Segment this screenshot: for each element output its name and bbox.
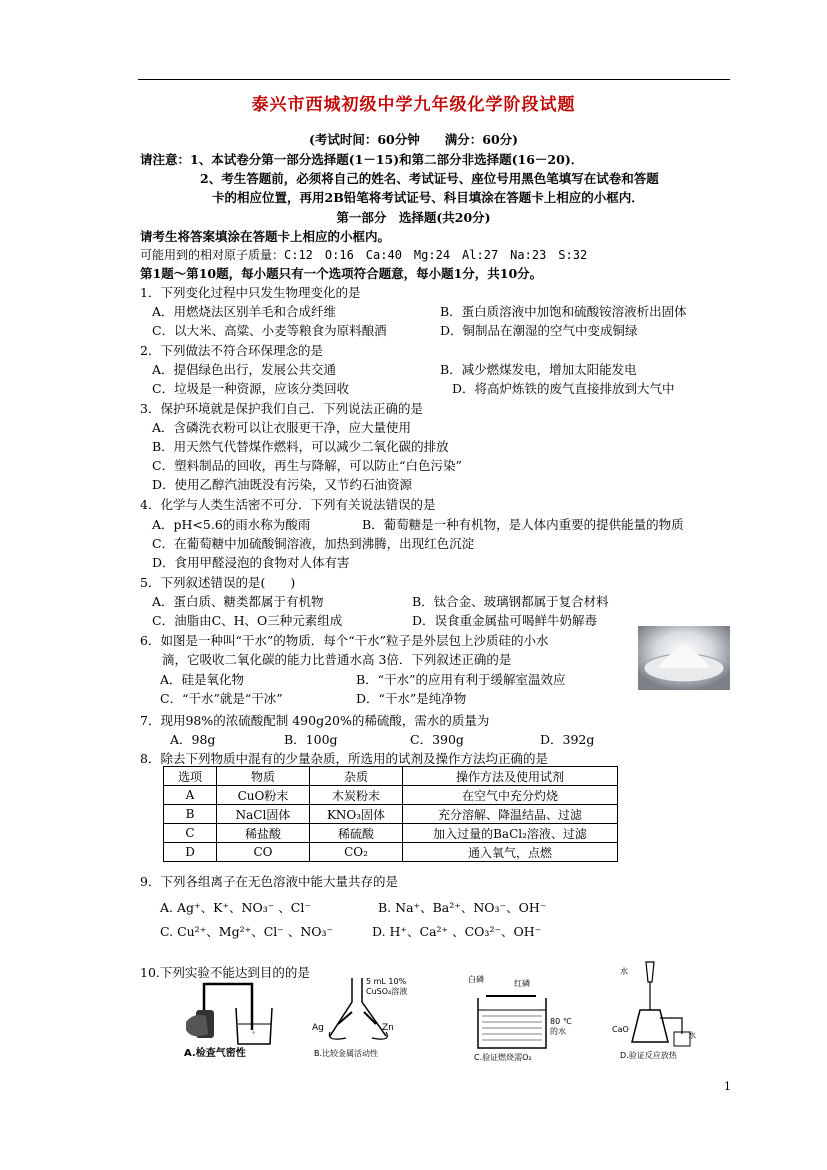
table-header-row: [164, 767, 618, 786]
svg-text:°: °: [252, 1031, 255, 1038]
q6-stem-line2: 滴，它吸收二氧化碳的能力比普通水高 3倍．下列叙述正确的是: [162, 652, 512, 667]
q5-option-d: D．误食重金属盐可喝鲜牛奶解毒: [412, 613, 598, 628]
q6-option-d: D．“干水”是纯净物: [356, 691, 467, 706]
q6-option-b: B．“干水”的应用有利于缓解室温效应: [356, 672, 566, 687]
exam-title: 泰兴市西城初级中学九年级化学阶段试题: [251, 95, 576, 115]
q3-option-b: B．用天然气代替煤作燃料，可以减少二氧化碳的排放: [152, 439, 449, 454]
dry-water-photo: [638, 626, 730, 690]
table-row: [164, 843, 618, 862]
fig-b-ag: Ag: [312, 1023, 324, 1033]
section-note: 第1题～第10题，每小题只有一个选项符合题意，每小题1分，共10分。: [140, 266, 543, 281]
atomic-masses: 可能用到的相对原子质量：C:12 O:16 Ca:40 Mg:24 Al:27 Na:23 S:32: [140, 248, 588, 262]
q1-option-c: C．以大米、高粱、小麦等粮食为原料酿酒: [152, 323, 387, 338]
table-cell: 加入过量的BaCl₂溶液、过滤: [403, 824, 618, 843]
fig-b-zn: Zn: [382, 1023, 394, 1033]
notice-1: 请注意：1、本试卷分第一部分选择题(1－15)和第二部分非选择题(16－20)．: [140, 152, 584, 167]
q3-option-d: D．使用乙醇汽油既没有污染，又节约石油资源: [152, 477, 413, 492]
fig-d-water: 水: [620, 967, 628, 976]
q6-option-c: C．“干水”就是“干冰”: [160, 691, 283, 706]
q8-stem: 8．除去下列物质中混有的少量杂质，所选用的试剂及操作方法均正确的是: [140, 751, 548, 766]
q2-option-b: B．减少燃煤发电，增加太阳能发电: [440, 362, 637, 377]
part1-instruction: 请考生将答案填涂在答题卡上相应的小框内。: [140, 229, 391, 244]
q4-option-a: A．pH<5.6的雨水称为酸雨: [152, 517, 311, 532]
q10-stem: 10.下列实验不能达到目的的是: [140, 965, 310, 980]
q2-option-a: A．提倡绿色出行，发展公共交通: [152, 362, 337, 377]
figure-a-airtightness: [182, 972, 292, 1060]
table-cell: B: [164, 805, 217, 824]
fig-d-cao: CaO: [612, 1025, 629, 1034]
fig-c-label: C.验证燃烧需O₂: [474, 1053, 532, 1062]
table-row: [164, 805, 618, 824]
q5-option-c: C．油脂由C、H、O三种元素组成: [152, 613, 343, 628]
table-cell: A: [164, 786, 217, 805]
q1-option-a: A．用燃烧法区别羊毛和合成纤维: [152, 304, 337, 319]
figure-d-exothermic: [610, 958, 720, 1062]
q7-option-d: D．392g: [540, 732, 595, 747]
table-cell: 木炭粉末: [310, 786, 403, 805]
fig-b-reagent2: CuSO₄溶液: [366, 987, 408, 996]
table-cell: C: [164, 824, 217, 843]
q5-option-a: A．蛋白质、糖类都属于有机物: [152, 594, 324, 609]
fig-b-label: B.比较金属活动性: [314, 1049, 379, 1058]
top-rule: [138, 79, 730, 80]
table-header-cell: 物质: [217, 767, 310, 786]
q9-option-b: B. Na⁺、Ba²⁺、NO₃⁻、OH⁻: [378, 900, 547, 915]
q3-option-c: C．塑料制品的回收，再生与降解，可以防止“白色污染”: [152, 458, 462, 473]
notice-2b: 卡的相应位置，再用2B铅笔将考试证号、科目填涂在答题卡上相应的小框内．: [212, 190, 644, 205]
table-cell: 稀硫酸: [310, 824, 403, 843]
table-cell: 在空气中充分灼烧: [403, 786, 618, 805]
q9-option-a: A. Ag⁺、K⁺、NO₃⁻ 、Cl⁻: [160, 900, 311, 915]
table-cell: 充分溶解、降温结晶、过滤: [403, 805, 618, 824]
q7-option-a: A．98g: [170, 732, 216, 747]
table-cell: D: [164, 843, 217, 862]
table-cell: CO₂: [310, 843, 403, 862]
fig-d-label: D.验证反应放热: [620, 1051, 677, 1060]
figure-b-metal-activity: [306, 972, 426, 1060]
fig-c-water1: 80 ℃: [550, 1017, 572, 1026]
q5-option-b: B．钛合金、玻璃钢都属于复合材料: [412, 594, 609, 609]
q4-stem: 4．化学与人类生活密不可分．下列有关说法错误的是: [140, 497, 436, 512]
q9-option-d: D. H⁺、Ca²⁺ 、CO₃²⁻、OH⁻: [372, 924, 542, 939]
fig-c-water2: 的水: [550, 1027, 566, 1036]
q2-option-c: C．垃圾是一种资源，应该分类回收: [152, 381, 350, 396]
table-cell: KNO₃固体: [310, 805, 403, 824]
fig-a-label: A.检查气密性: [184, 1048, 246, 1059]
fig-d-water2: 水: [688, 1031, 696, 1040]
q2-stem: 2．下列做法不符合环保理念的是: [140, 343, 323, 358]
q8-table: [163, 766, 618, 862]
q1-option-b: B．蛋白质溶液中加饱和硫酸铵溶液析出固体: [440, 304, 687, 319]
q7-stem: 7．现用98%的浓硫酸配制 490g20%的稀硫酸，需水的质量为: [140, 713, 490, 728]
q3-stem: 3．保护环境就是保护我们自己．下列说法正确的是: [140, 401, 423, 416]
fig-c-red: 红磷: [514, 979, 530, 988]
table-header-cell: 操作方法及使用试剂: [403, 767, 618, 786]
q6-option-a: A．硅是氧化物: [160, 672, 245, 687]
table-row: [164, 824, 618, 843]
table-cell: 通入氧气，点燃: [403, 843, 618, 862]
q1-stem: 1．下列变化过程中只发生物理变化的是: [140, 285, 361, 300]
q9-stem: 9．下列各组离子在无色溶液中能大量共存的是: [140, 874, 398, 889]
q3-option-a: A．含磷洗衣粉可以让衣服更干净，应大量使用: [152, 420, 412, 435]
table-row: [164, 786, 618, 805]
notice-2a: 2、考生答题前，必须将自己的姓名、考试证号、座位号用黑色笔填写在试卷和答题: [200, 171, 659, 186]
table-header-cell: 杂质: [310, 767, 403, 786]
fig-b-reagent: 5 mL 10%: [366, 977, 407, 986]
table-cell: 稀盐酸: [217, 824, 310, 843]
q4-option-d: D．食用甲醛浸泡的食物对人体有害: [152, 555, 350, 570]
exam-info: (考试时间：60分钟 满分：60分): [308, 132, 519, 147]
q2-option-d: D．将高炉炼铁的废气直接排放到大气中: [452, 381, 675, 396]
table-header-cell: 选项: [164, 767, 217, 786]
figure-c-combustion: [468, 972, 578, 1064]
q4-option-c: C．在葡萄糖中加硫酸铜溶液，加热到沸腾，出现红色沉淀: [152, 536, 475, 551]
q4-option-b: B．葡萄糖是一种有机物，是人体内重要的提供能量的物质: [362, 517, 684, 532]
q6-stem-line1: 6．如图是一种叫“干水”的物质．每个“干水”粒子是外层包上沙质硅的小水: [140, 633, 549, 648]
q1-option-d: D．铜制品在潮湿的空气中变成铜绿: [440, 323, 638, 338]
q7-option-c: C．390g: [410, 732, 464, 747]
part1-heading: 第一部分 选择题(共20分): [336, 210, 491, 225]
fig-c-white: 白磷: [468, 975, 484, 984]
table-cell: CO: [217, 843, 310, 862]
q9-option-c: C. Cu²⁺、Mg²⁺、Cl⁻ 、NO₃⁻: [160, 924, 334, 939]
table-cell: CuO粉末: [217, 786, 310, 805]
q7-option-b: B．100g: [284, 732, 338, 747]
q5-stem: 5．下列叙述错误的是( ): [140, 575, 296, 590]
page-number: 1: [724, 1080, 731, 1093]
table-cell: NaCl固体: [217, 805, 310, 824]
